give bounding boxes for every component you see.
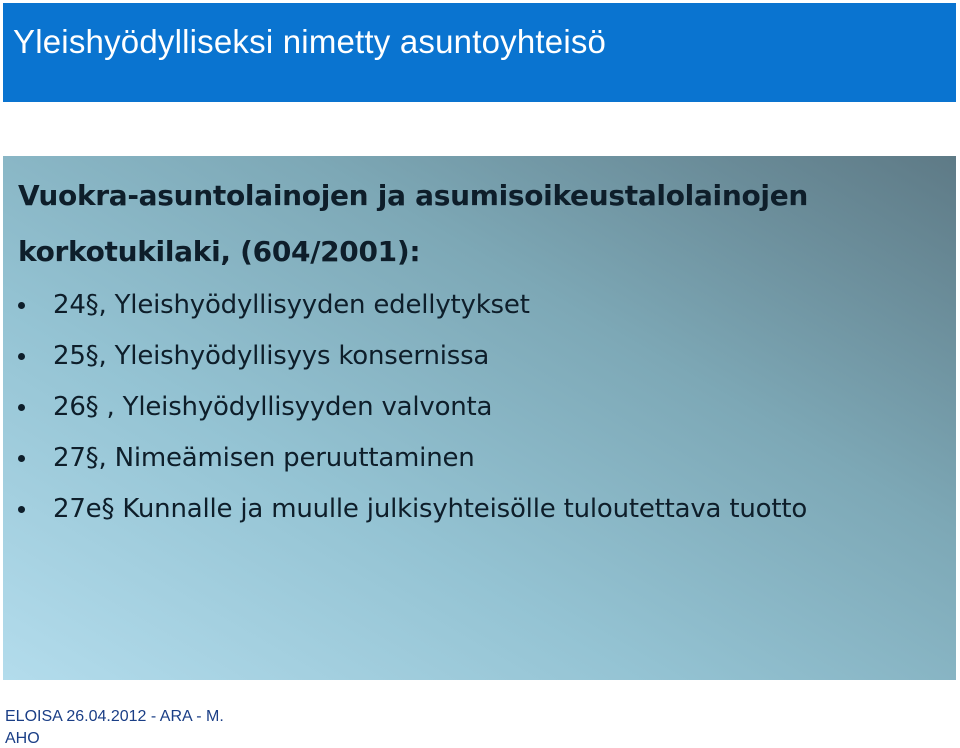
list-item-text: 27§, Nimeämisen peruuttaminen <box>53 443 475 473</box>
heading-line-1: Vuokra-asuntolainojen ja asumisoikeustalolainojen <box>18 179 809 212</box>
list-item-text: 27e§ Kunnalle ja muulle julkisyhteisölle tuloutettava tuotto <box>53 494 808 524</box>
footer-text: ELOISA 26.04.2012 - ARA - M. AHO <box>5 708 224 747</box>
list-item-text: 25§, Yleishyödyllisyys konsernissa <box>53 341 490 371</box>
list-item <box>3 484 807 535</box>
bullet-icon <box>18 455 25 462</box>
list-item-text: 26§ , Yleishyödyllisyyden valvonta <box>53 392 493 422</box>
list-item <box>3 280 807 331</box>
list-item-text: 24§, Yleishyödyllisyyden edellytykset <box>53 290 530 320</box>
bullet-icon <box>18 506 25 513</box>
law-heading <box>18 168 948 280</box>
content-panel <box>3 156 956 680</box>
title-bar <box>3 3 956 102</box>
list-item <box>3 331 807 382</box>
slide-title: Yleishyödylliseksi nimetty asuntoyhteisö <box>13 23 607 60</box>
list-item <box>3 433 807 484</box>
bullet-icon <box>18 353 25 360</box>
list-item <box>3 382 807 433</box>
bullet-icon <box>18 302 25 309</box>
section-list <box>3 280 807 535</box>
bullet-icon <box>18 404 25 411</box>
heading-line-2: korkotukilaki, (604/2001): <box>18 235 421 268</box>
